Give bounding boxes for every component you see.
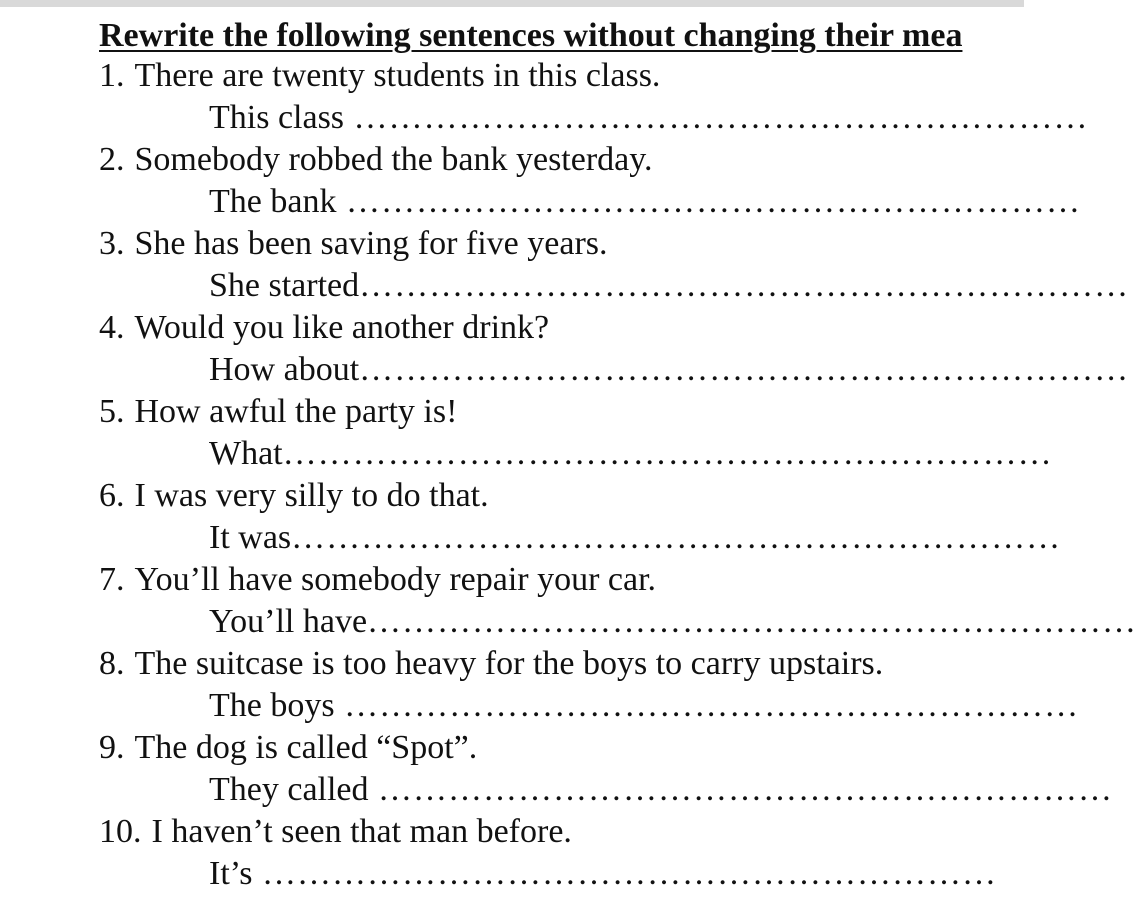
answer-line: [209, 517, 1062, 559]
exercise-item-7: [0, 559, 1137, 643]
answer-starter: The boys: [209, 687, 335, 724]
answer-line: [209, 97, 1089, 139]
exercise-prompt: [99, 139, 653, 181]
exercise-sentence: Somebody robbed the bank yesterday.: [134, 141, 653, 178]
answer-blank: ………………………………………………………: [334, 687, 1080, 724]
exercise-sentence: How awful the party is!: [134, 393, 458, 430]
exercise-prompt: [99, 223, 608, 265]
answer-starter: What: [209, 435, 283, 472]
instruction-heading: Rewrite the following sentences without changing their mea: [99, 17, 963, 54]
answer-line: [209, 685, 1080, 727]
answer-line: [209, 265, 1130, 307]
exercise-number: 2.: [99, 141, 125, 178]
answer-blank: ………………………………………………………: [336, 183, 1081, 220]
top-border-strip: [0, 0, 1024, 7]
exercise-number: 5.: [99, 393, 125, 430]
exercise-number: 7.: [99, 561, 125, 598]
exercise-list: [0, 55, 1137, 895]
exercise-prompt: [99, 811, 572, 853]
answer-blank: ………………………………………………………: [252, 855, 997, 892]
exercise-item-5: [0, 391, 1053, 475]
exercise-prompt: [99, 643, 883, 685]
answer-line: [209, 433, 1053, 475]
exercise-item-6: [0, 475, 1062, 559]
answer-starter: The bank: [209, 183, 337, 220]
exercise-item-1: [0, 55, 1089, 139]
exercise-sentence: You’ll have somebody repair your car.: [134, 561, 657, 598]
exercise-number: 10.: [99, 813, 142, 850]
answer-line: [209, 601, 1137, 643]
answer-starter: It was: [209, 519, 292, 556]
exercise-item-10: [0, 811, 1024, 895]
exercise-sentence: The dog is called “Spot”.: [134, 729, 478, 766]
exercise-sentence: There are twenty students in this class.: [134, 57, 661, 94]
exercise-item-9: [0, 727, 1114, 811]
answer-starter: It’s: [209, 855, 253, 892]
answer-starter: This class: [209, 99, 345, 136]
exercise-number: 1.: [99, 57, 125, 94]
answer-starter: You’ll have: [209, 603, 368, 640]
answer-starter: She started: [209, 267, 360, 304]
exercise-prompt: [99, 55, 660, 97]
exercise-number: 4.: [99, 309, 125, 346]
exercise-number: 3.: [99, 225, 125, 262]
exercise-prompt: [99, 307, 549, 349]
exercise-number: 8.: [99, 645, 125, 682]
exercise-sentence: Would you like another drink?: [134, 309, 550, 346]
exercise-number: 6.: [99, 477, 125, 514]
exercise-prompt: [99, 727, 477, 769]
answer-blank: ………………………………………………………: [344, 99, 1089, 136]
answer-blank: …………………………………………………………: [359, 351, 1130, 388]
exercise-prompt: [99, 475, 489, 517]
answer-line: [209, 853, 1024, 895]
exercise-sentence: I haven’t seen that man before.: [151, 813, 572, 850]
answer-line: [209, 349, 1130, 391]
answer-line: [209, 181, 1081, 223]
answer-blank: …………………………………………………………: [367, 603, 1137, 640]
exercise-prompt: [99, 559, 656, 601]
answer-blank: …………………………………………………………: [291, 519, 1062, 556]
answer-blank: …………………………………………………………: [282, 435, 1053, 472]
exercise-item-4: [0, 307, 1130, 391]
answer-line: [209, 769, 1114, 811]
exercise-number: 9.: [99, 729, 125, 766]
exercise-sentence: The suitcase is too heavy for the boys to carry upstairs.: [134, 645, 884, 682]
exercise-sentence: She has been saving for five years.: [134, 225, 608, 262]
exercise-item-3: [0, 223, 1130, 307]
answer-blank: ………………………………………………………: [368, 771, 1114, 808]
answer-starter: They called: [209, 771, 369, 808]
exercise-prompt: [99, 391, 457, 433]
answer-starter: How about: [209, 351, 360, 388]
exercise-item-2: [0, 139, 1081, 223]
exercise-sentence: I was very silly to do that.: [134, 477, 489, 514]
exercise-item-8: [0, 643, 1080, 727]
answer-blank: …………………………………………………………: [359, 267, 1130, 304]
